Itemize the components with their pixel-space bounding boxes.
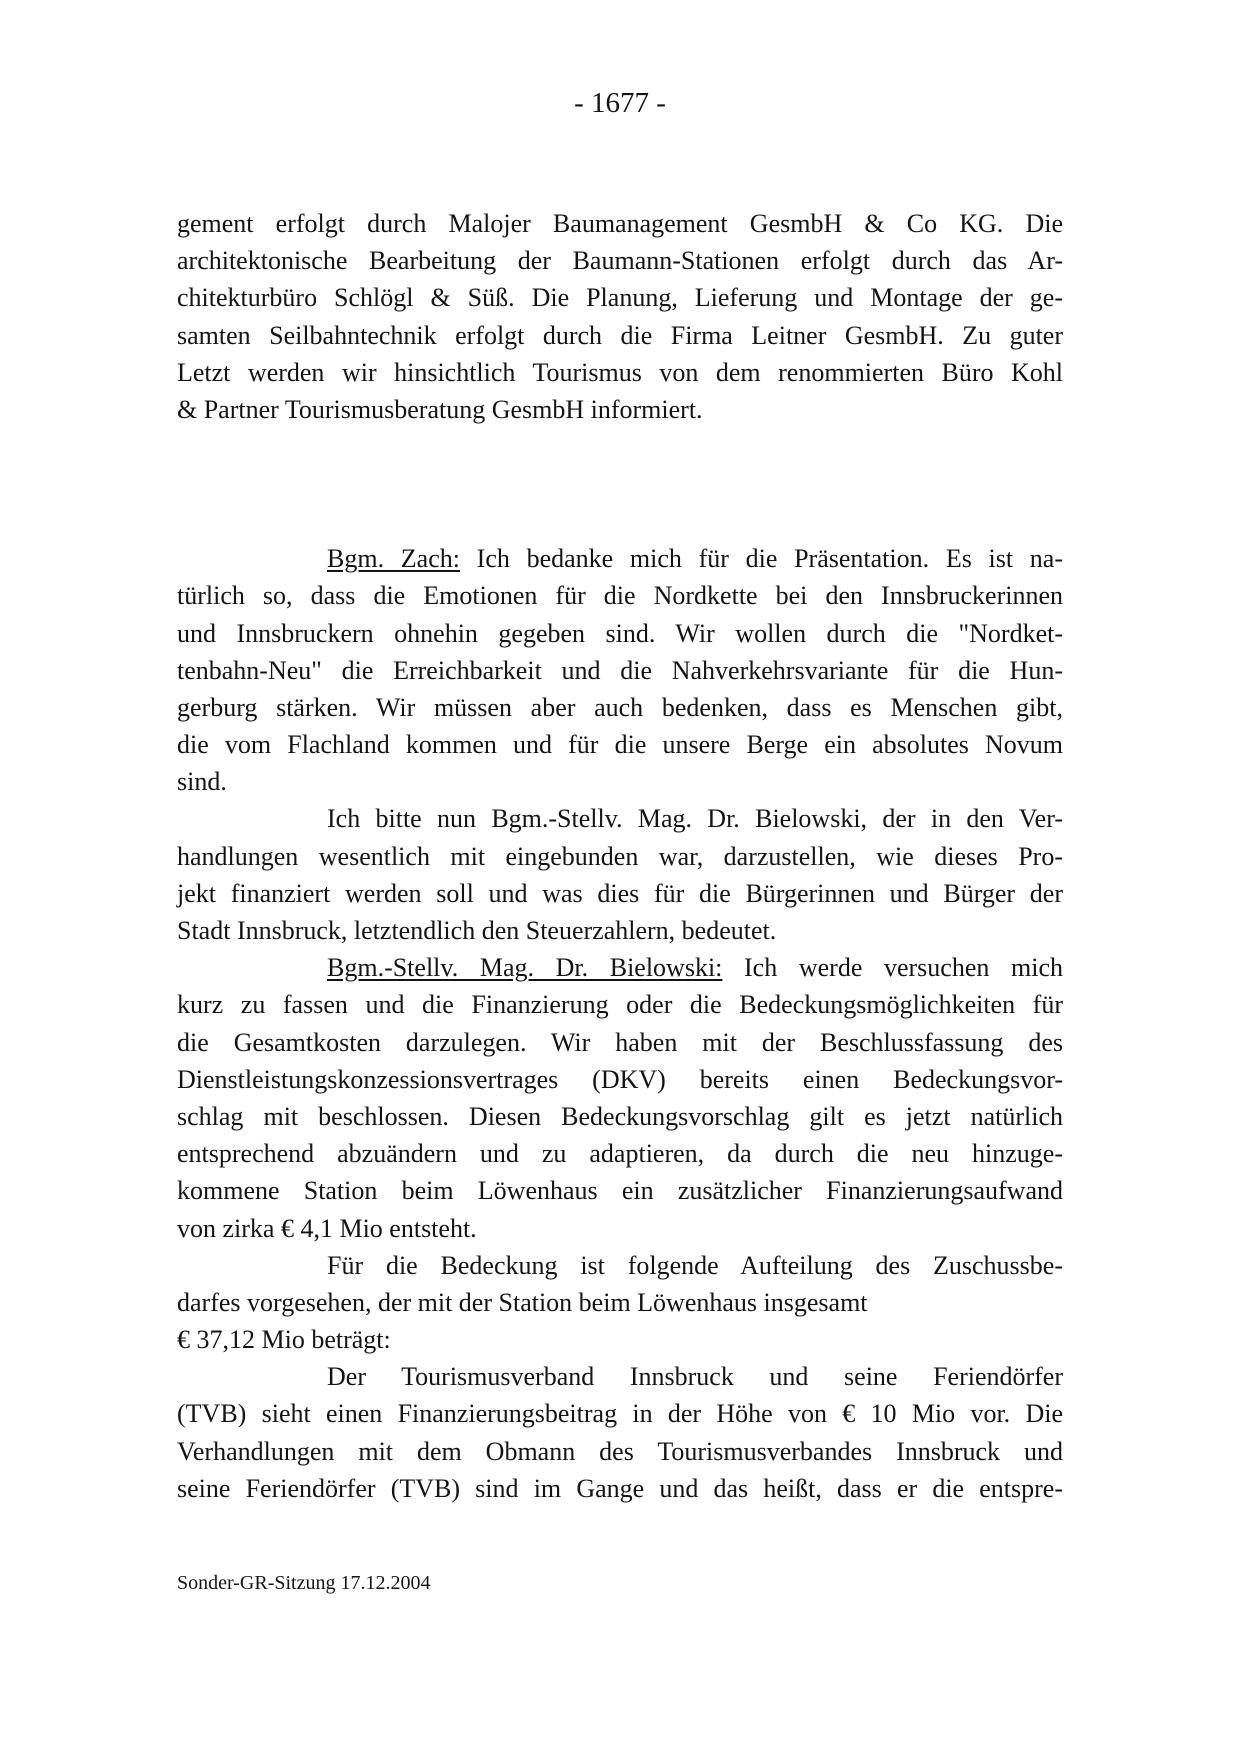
text-line: kurz zu fassen und die Finanzierung oder die Bedeckungsmöglichkeiten für: [177, 990, 1063, 1020]
text-line: darfes vorgesehen, der mit der Station beim Löwenhaus insgesamt: [177, 1287, 868, 1317]
text-line: & Partner Tourismusberatung GesmbH informiert.: [177, 394, 703, 424]
text-line: kommene Station beim Löwenhaus ein zusätzlicher Finanzierungsaufwand: [177, 1176, 1063, 1206]
text-line: samten Seilbahntechnik erfolgt durch die Firma Leitner GesmbH. Zu guter: [177, 320, 1063, 350]
paragraph-3: [177, 800, 1063, 949]
text-line: Verhandlungen mit dem Obmann des Tourismusverbandes Innsbruck und: [177, 1436, 1063, 1466]
text-line: sind.: [177, 767, 227, 797]
text-line: von zirka € 4,1 Mio entsteht.: [177, 1213, 477, 1243]
text-line: Stadt Innsbruck, letztendlich den Steuerzahlern, bedeutet.: [177, 916, 777, 945]
paragraph-6: [177, 1358, 1063, 1507]
text-line: tenbahn-Neu" die Erreichbarkeit und die Nahverkehrsvariante für die Hun-: [177, 655, 1063, 685]
text-line: chitekturbüro Schlögl & Süß. Die Planung, Lieferung und Montage der ge-: [177, 283, 1063, 313]
text-line: Bgm.-Stellv. Mag. Dr. Bielowski: Ich werde versuchen mich: [327, 953, 1063, 983]
text-line: die vom Flachland kommen und für die unsere Berge ein absolutes Novum: [177, 730, 1063, 760]
text-line: gerburg stärken. Wir müssen aber auch bedenken, dass es Menschen gibt,: [177, 692, 1063, 722]
text-line: entsprechend abzuändern und zu adaptieren, da durch die neu hinzuge-: [177, 1139, 1063, 1169]
text-line: Für die Bedeckung ist folgende Aufteilung des Zuschussbe-: [327, 1250, 1063, 1280]
footer-session-label: Sonder-GR-Sitzung 17.12.2004: [177, 1572, 431, 1594]
text-line: € 37,12 Mio beträgt:: [177, 1325, 391, 1355]
text-line: (TVB) sieht einen Finanzierungsbeitrag in der Höhe von € 10 Mio vor. Die: [177, 1399, 1063, 1429]
text-line: seine Feriendörfer (TVB) sind im Gange und das heißt, dass er die entspre-: [177, 1473, 1063, 1503]
text-line: die Gesamtkosten darzulegen. Wir haben mit der Beschlussfassung des: [177, 1027, 1063, 1057]
page-number: - 1677 -: [574, 87, 666, 119]
document-body: [177, 205, 1063, 1507]
text-line: schlag mit beschlossen. Diesen Bedeckungsvorschlag gilt es jetzt natürlich: [177, 1101, 1063, 1131]
text-line: architektonische Bearbeitung der Baumann-Stationen erfolgt durch das Ar-: [177, 246, 1063, 276]
text-line: jekt finanziert werden soll und was dies für die Bürgerinnen und Bürger der: [177, 878, 1063, 908]
text-line: Bgm. Zach: Ich bedanke mich für die Präsentation. Es ist na-: [327, 544, 1063, 574]
paragraph-1: [177, 205, 1063, 428]
text-line: Der Tourismusverband Innsbruck und seine Feriendörfer: [327, 1362, 1063, 1392]
text-line: Letzt werden wir hinsichtlich Tourismus von dem renommierten Büro Kohl: [177, 357, 1063, 387]
text-line: und Innsbruckern ohnehin gegeben sind. Wir wollen durch die "Nordket-: [177, 618, 1063, 648]
text-line: türlich so, dass die Emotionen für die Nordkette bei den Innsbruckerinnen: [177, 581, 1063, 611]
text-line: Ich bitte nun Bgm.-Stellv. Mag. Dr. Bielowski, der in den Ver-: [327, 804, 1063, 834]
paragraph-5: [177, 1247, 1063, 1359]
paragraph-2: [177, 540, 1063, 800]
paragraph-4: [177, 949, 1063, 1247]
speaker-name: Bgm. Zach:: [327, 544, 460, 574]
text-line: handlungen wesentlich mit eingebunden war, darzustellen, wie dieses Pro-: [177, 841, 1063, 871]
speaker-name: Bgm.-Stellv. Mag. Dr. Bielowski:: [327, 953, 723, 983]
text-line: gement erfolgt durch Malojer Baumanagement GesmbH & Co KG. Die: [177, 209, 1063, 238]
text-line: Dienstleistungskonzessionsvertrages (DKV) bereits einen Bedeckungsvor-: [177, 1064, 1063, 1094]
